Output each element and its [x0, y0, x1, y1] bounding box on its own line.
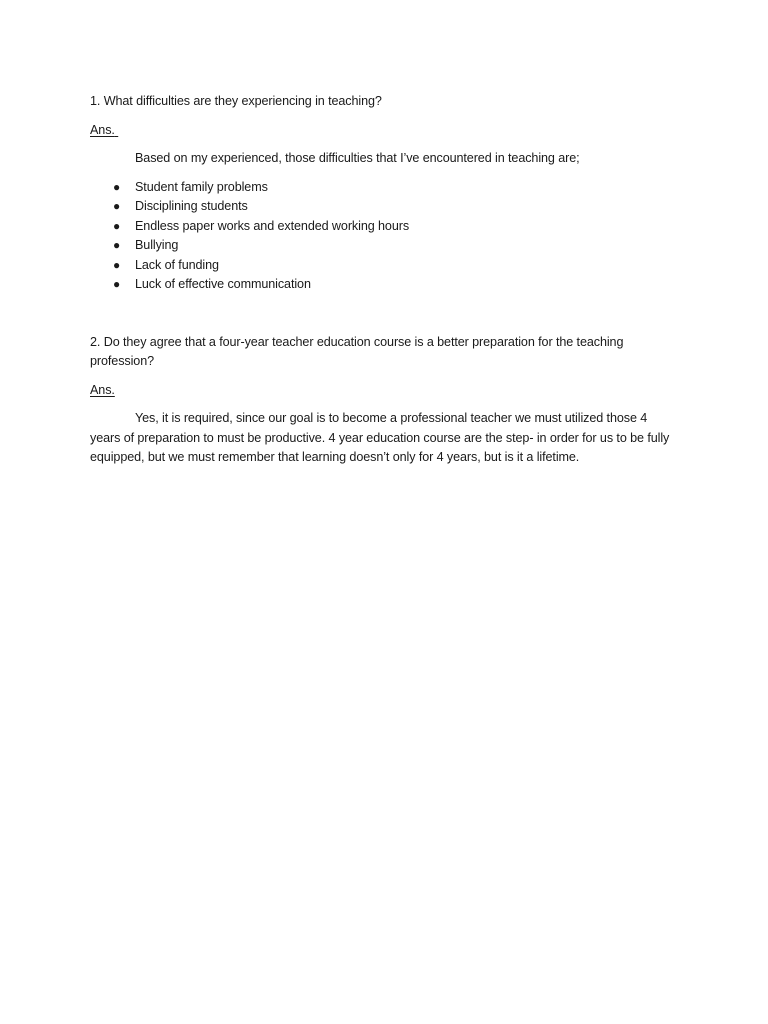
list-item-text: Luck of effective communication [135, 277, 311, 291]
difficulties-list [90, 178, 670, 295]
bullet-icon: ● [113, 238, 121, 252]
answer-1-intro: Based on my experienced, those difficulties that I’ve encountered in teaching are; [135, 151, 580, 165]
question-1: 1. What difficulties are they experiencing in teaching? [90, 94, 382, 108]
bullet-icon: ● [113, 199, 121, 213]
list-item [90, 197, 670, 217]
answer-2-paragraph: Yes, it is required, since our goal is to become a professional teacher we must utilized those 4 years of preparation to must be productive. 4 year education course are the step- in order for us to be fully equipped, but we must remember that learning doesn’t only for 4 years, but is it a lifetime. [90, 411, 670, 464]
answer-1-label [90, 121, 670, 141]
list-item [90, 256, 670, 276]
list-item [90, 217, 670, 237]
bullet-icon: ● [113, 277, 121, 291]
list-item [90, 275, 670, 295]
list-item [90, 236, 670, 256]
list-item-text: Student family problems [135, 179, 268, 194]
document-body [90, 92, 670, 468]
list-item-text: Bullying [135, 238, 179, 252]
question-2: 2. Do they agree that a four-year teacher education course is a better preparation for the teaching profession? [90, 334, 624, 368]
answer-1-label-text: Ans. [90, 122, 115, 137]
bullet-icon: ● [113, 218, 121, 233]
list-item-text: Endless paper works and extended working hours [135, 218, 410, 233]
list-item [90, 178, 670, 198]
bullet-icon: ● [113, 179, 121, 194]
list-item-text: Lack of funding [135, 257, 219, 272]
answer-2-label: Ans. [90, 382, 115, 397]
list-item-text: Disciplining students [135, 199, 248, 213]
bullet-icon: ● [113, 257, 121, 272]
